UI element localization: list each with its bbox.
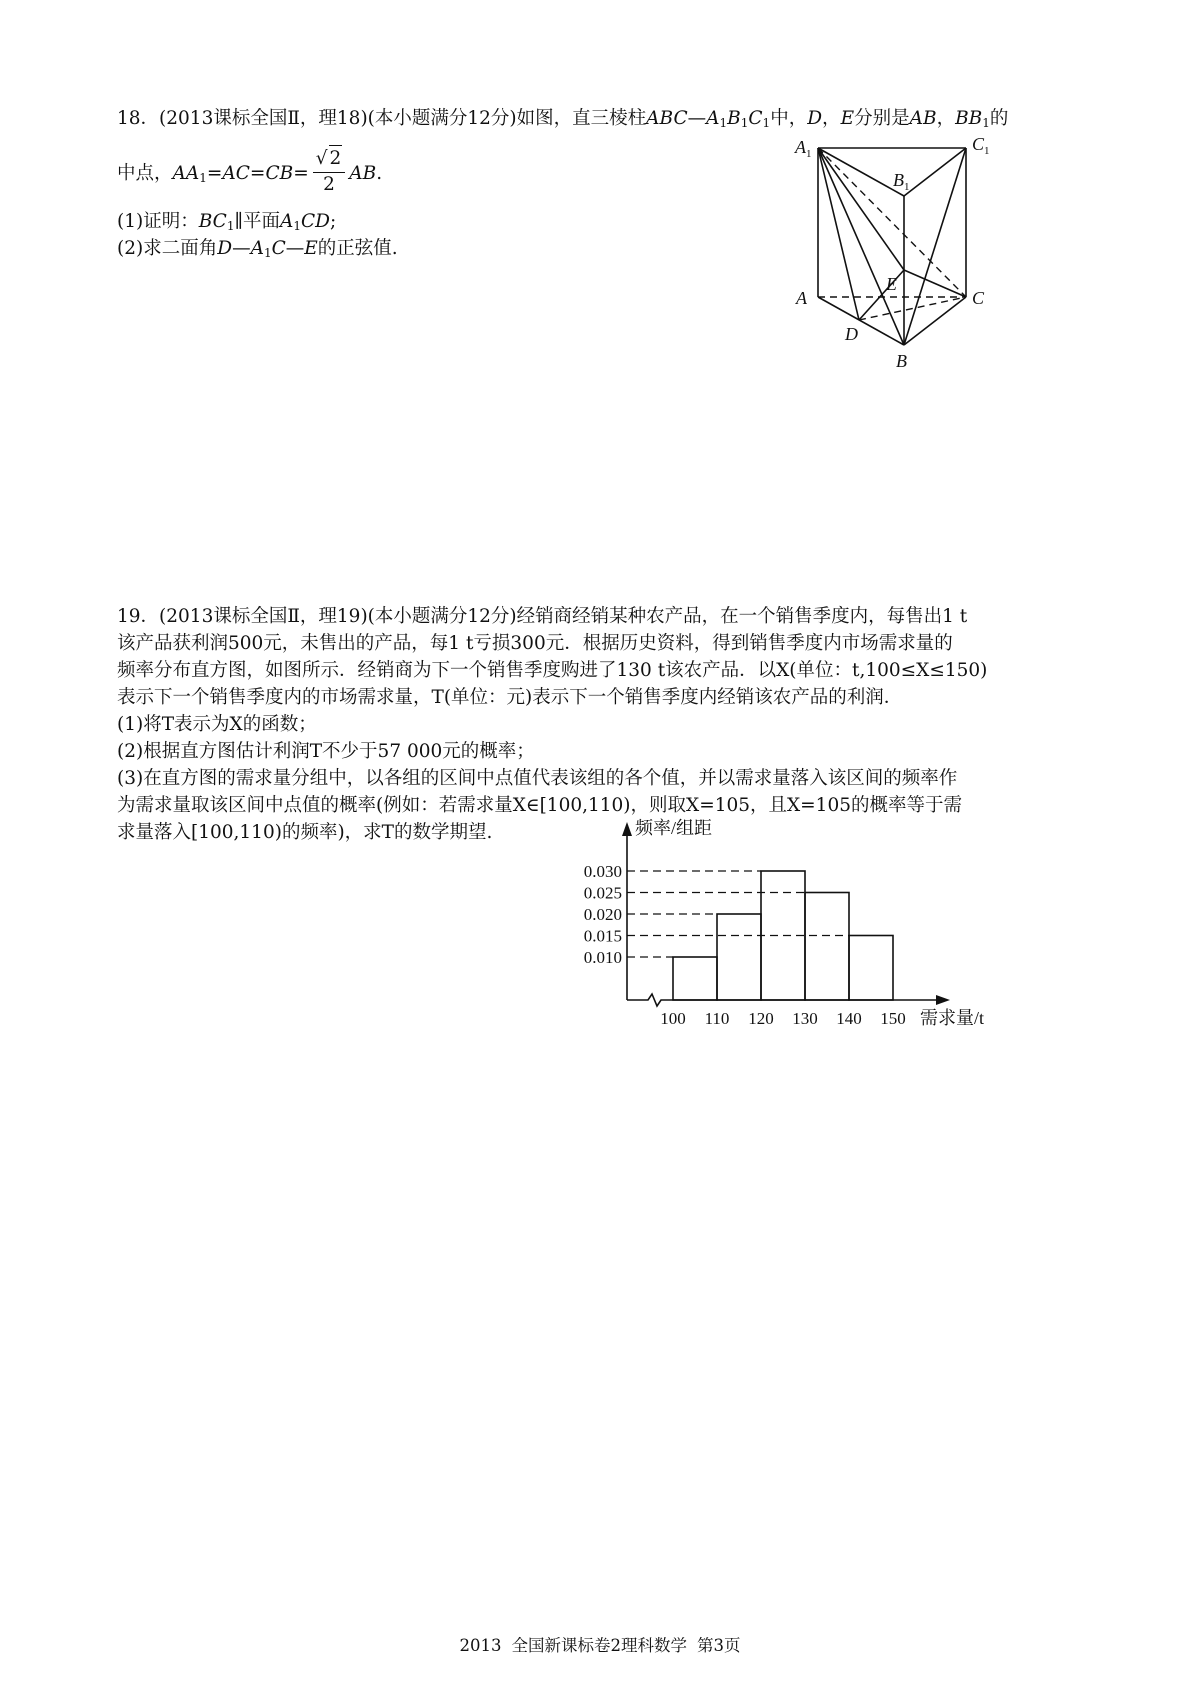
x-tick-label-150: 150 <box>880 1009 906 1028</box>
q18-line-2: 中点，$AA_1=AC=CB=$ $\frac{√ 2}{2}$ AB. <box>117 148 382 200</box>
fraction-sqrt2-over-2: $\frac{√ 2}{2}$ <box>313 145 346 197</box>
label-d: D <box>845 324 858 344</box>
q19-line-2: 该产品获利润500元，未售出的产品，每1 t亏损300元．根据历史资料，得到销售季度内市场需求量的 <box>117 633 953 654</box>
x-tick-label-140: 140 <box>836 1009 862 1028</box>
q19-part-3-line-2: 为需求量取该区间中点值的概率(例如：若需求量X∈[100,110)，则取X=105，且X=105的概率等于需 <box>117 795 962 816</box>
q19-part-3-line-1: (3)在直方图的需求量分组中，以各组的区间中点值代表该组的各个值，并以需求量落入该区间的频率作 <box>117 768 958 789</box>
prism-figure <box>780 125 1100 410</box>
x-tick-label-120: 120 <box>748 1009 774 1028</box>
x-tick-label-100: 100 <box>660 1009 686 1028</box>
edge-a1b1 <box>818 148 904 196</box>
label-c: C <box>972 288 985 308</box>
edge-b1c1 <box>904 148 966 196</box>
y-tick-label-0.020: 0.020 <box>583 905 622 924</box>
footer-title: 全国新课标卷2理科数学 <box>511 1636 687 1655</box>
label-a: A <box>796 288 807 308</box>
segment-a1d <box>818 148 859 320</box>
q18-line-1: 18．(2013课标全国Ⅱ，理18)(本小题满分12分)如图，直三棱柱$ABC—A_1B_1C_1$中，D，E分别是AB，$BB_1$的 <box>117 108 1009 130</box>
label-c1: $C_1$ <box>972 134 990 157</box>
edge-ab <box>818 297 904 345</box>
y-axis-arrow <box>622 822 632 836</box>
x-axis-arrow <box>936 995 950 1005</box>
q19-part-2: (2)根据直方图估计利润T不少于57 000元的概率； <box>117 741 535 762</box>
footer-page: 第3页 <box>697 1636 741 1655</box>
histogram-chart <box>560 810 1030 1050</box>
y-tick-label-0.015: 0.015 <box>583 926 622 946</box>
q18-part-2: (2)求二面角$D—A_1C—E$的正弦值. <box>117 238 398 260</box>
footer-year: 2013 <box>459 1636 502 1655</box>
bar-100 <box>673 957 717 1000</box>
bar-110 <box>717 914 761 1000</box>
q18-part-1: (1)证明：$BC_1\parallel$平面$A_1CD$; <box>117 211 337 233</box>
segment-de <box>859 270 904 320</box>
segment-ec <box>904 270 966 297</box>
label-b: B <box>896 351 907 371</box>
q19-line-4: 表示下一个销售季度内的市场需求量，T(单位：元)表示下一个销售季度内经销该农产品的利润． <box>117 687 903 708</box>
q19-part-1: (1)将T表示为X的函数； <box>117 714 317 735</box>
page-footer <box>0 1632 1200 1656</box>
label-e: E <box>886 274 897 294</box>
bar-140 <box>849 936 893 1001</box>
y-tick-label-0.025: 0.025 <box>583 883 622 903</box>
y-axis-label: 频率/组距 <box>635 818 713 838</box>
x-tick-label-110: 110 <box>704 1009 730 1028</box>
q19-line-1: 19．(2013课标全国Ⅱ，理19)(本小题满分12分)经销商经销某种农产品，在一个销售季度内，每售出1 t <box>117 606 968 627</box>
y-tick-label-0.030: 0.030 <box>583 862 622 881</box>
q19-part-3-line-3: 求量落入[100,110)的频率)，求T的数学期望. <box>117 822 493 843</box>
bar-130 <box>805 893 849 1001</box>
segment-a1b <box>818 148 904 345</box>
x-axis-label: 需求量/t <box>920 1008 985 1028</box>
x-tick-label-130: 130 <box>792 1009 818 1028</box>
label-a1: $A_1$ <box>795 137 812 160</box>
label-b1: $B_1$ <box>893 170 910 193</box>
segment-a1e <box>818 148 904 270</box>
y-tick-label-0.010: 0.010 <box>583 948 622 967</box>
segment-bc1 <box>904 148 966 345</box>
q19-line-3: 频率分布直方图，如图所示．经销商为下一个销售季度购进了130 t该农产品．以X(单位：t,100≤X≤150) <box>117 660 988 681</box>
